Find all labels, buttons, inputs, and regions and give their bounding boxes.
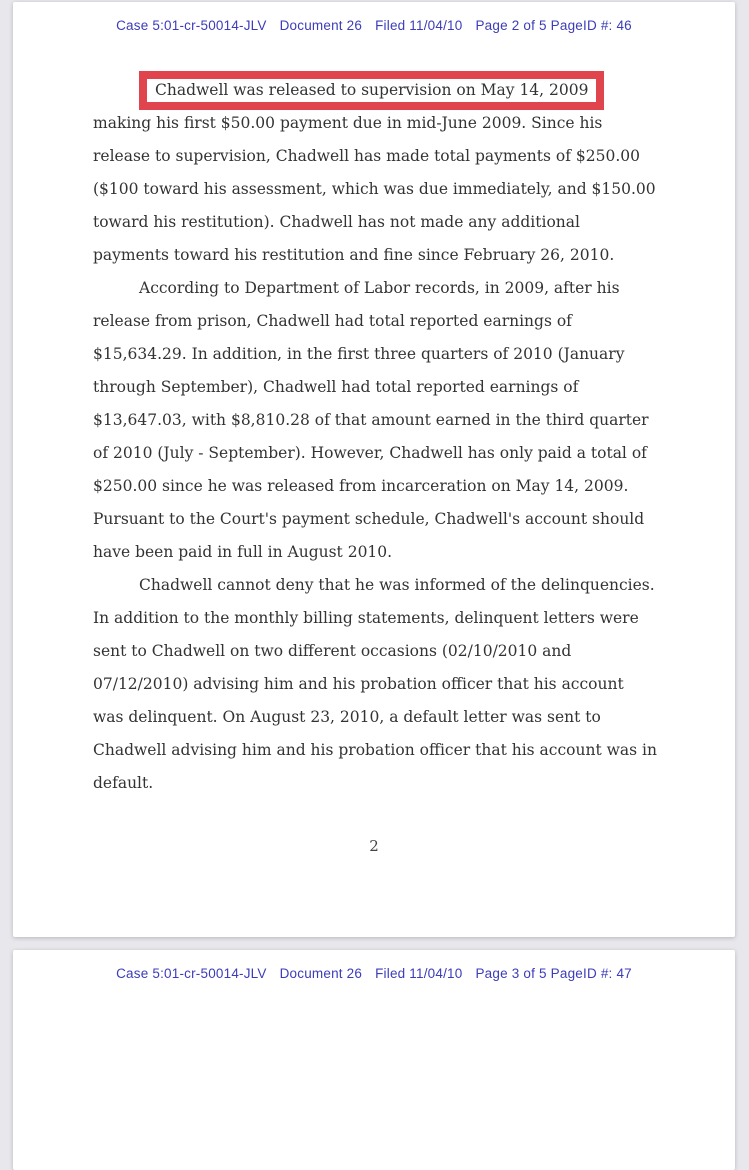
document-body (93, 74, 659, 800)
highlighted-text: Chadwell was released to supervision on May 14, 2009 (155, 81, 589, 99)
header-document-number: Document 26 (279, 966, 363, 981)
case-stamp-header-page-3 (13, 950, 735, 981)
header-page-info: Page 2 of 5 PageID #: 46 (475, 18, 632, 33)
red-highlight-annotation (139, 71, 604, 110)
header-case-number: Case 5:01-cr-50014-JLV (116, 966, 267, 981)
document-page-2 (13, 2, 735, 937)
page-number: 2 (369, 837, 379, 855)
paragraph-1-rest: making his first $50.00 payment due in mid-June 2009. Since his release to supervision, Chadwell has made total payments of $250.00 ($100 toward his assessment, which was due immediately, and $150.00 toward his restitution). Chadwell has not made any additional payments toward his restitution and fine since February 26, 2010. (93, 114, 656, 264)
document-page-3 (13, 950, 735, 1170)
header-case-number: Case 5:01-cr-50014-JLV (116, 18, 267, 33)
header-filed-date: Filed 11/04/10 (375, 18, 463, 33)
header-filed-date: Filed 11/04/10 (375, 966, 463, 981)
body-paragraph-3: Chadwell cannot deny that he was informed of the delinquencies. In addition to the monthly billing statements, delinquent letters were sent to Chadwell on two different occasions (02/10/2010 and 07/12/2010) advising him and his probation officer that his account was delinquent. On August 23, 2010, a default letter was sent to Chadwell advising him and his probation officer that his account was in default. (93, 576, 657, 792)
header-page-info: Page 3 of 5 PageID #: 47 (475, 966, 632, 981)
body-paragraph-2: According to Department of Labor records, in 2009, after his release from prison, Chadwell had total reported earnings of $15,634.29. In addition, in the first three quarters of 2010 (January through September), Chadwell had total reported earnings of $13,647.03, with $8,810.28 of that amount earned in the third quarter of 2010 (July - September). However, Chadwell has only paid a total of $250.00 since he was released from incarceration on May 14, 2009. Pursuant to the Court's payment schedule, Chadwell's account should have been paid in full in August 2010. (93, 279, 649, 561)
body-paragraph-1 (93, 74, 659, 272)
case-stamp-header-page-2 (13, 2, 735, 33)
header-document-number: Document 26 (279, 18, 363, 33)
